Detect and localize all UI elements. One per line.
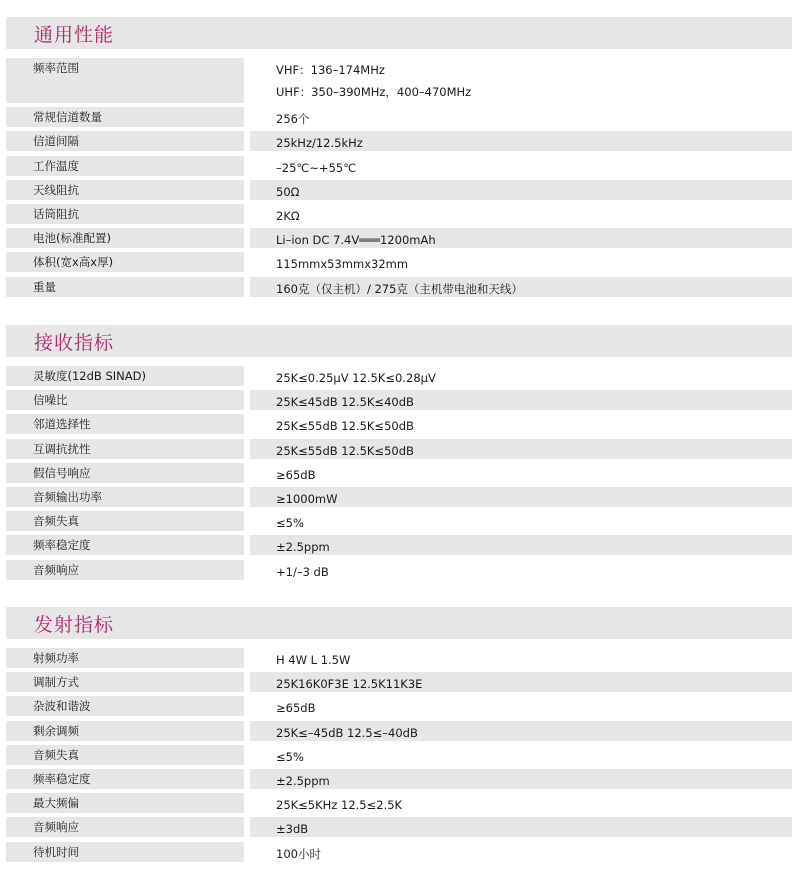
spec-row — [6, 204, 792, 224]
spec-value: 25K≤55dB 12.5K≤50dB — [250, 414, 792, 434]
spec-row — [6, 672, 792, 692]
spec-row — [6, 131, 792, 151]
spec-label: 杂波和谐波 — [6, 696, 244, 716]
spec-label: 音频失真 — [6, 745, 244, 765]
spec-row — [6, 511, 792, 531]
spec-value-line: VHF：136–174MHz — [276, 63, 385, 77]
spec-label: 音频输出功率 — [6, 487, 244, 507]
spec-row — [6, 439, 792, 459]
spec-value: 50Ω — [250, 180, 792, 200]
spec-value — [250, 58, 792, 103]
spec-value: +1/–3 dB — [250, 560, 792, 580]
spec-value: ≥65dB — [250, 463, 792, 483]
spec-row — [6, 648, 792, 668]
spec-value: 25K≤45dB 12.5K≤40dB — [250, 390, 792, 410]
spec-label: 信噪比 — [6, 390, 244, 410]
spec-label: 邻道选择性 — [6, 414, 244, 434]
spec-row — [6, 560, 792, 580]
section-title: 发射指标 — [34, 613, 115, 636]
spec-value: 25kHz/12.5kHz — [250, 131, 792, 151]
spec-label: 话筒阻抗 — [6, 204, 244, 224]
spec-label: 待机时间 — [6, 842, 244, 862]
spec-label: 灵敏度(12dB SINAD) — [6, 366, 244, 386]
spec-row — [6, 745, 792, 765]
spec-label: 调制方式 — [6, 672, 244, 692]
spec-row — [6, 487, 792, 507]
spec-value: 25K≤55dB 12.5K≤50dB — [250, 439, 792, 459]
spec-value: 25K≤5KHz 12.5≤2.5K — [250, 793, 792, 813]
spec-row — [6, 535, 792, 555]
spec-value: 25K≤–45dB 12.5≤–40dB — [250, 721, 792, 741]
section-title: 接收指标 — [34, 331, 115, 354]
section-header — [6, 325, 792, 357]
spec-value: ≤5% — [250, 511, 792, 531]
spec-value: Li–ion DC 7.4V═══1200mAh — [250, 228, 792, 248]
spec-label: 重量 — [6, 277, 244, 297]
spec-row — [6, 696, 792, 716]
spec-label: 信道间隔 — [6, 131, 244, 151]
spec-value: 115mmx53mmx32mm — [250, 252, 792, 272]
spec-row — [6, 463, 792, 483]
spec-label: 工作温度 — [6, 156, 244, 176]
spec-row — [6, 107, 792, 127]
spec-label: 射频功率 — [6, 648, 244, 668]
spec-row — [6, 842, 792, 862]
spec-value: ≤5% — [250, 745, 792, 765]
spec-value: ±2.5ppm — [250, 769, 792, 789]
spec-label: 音频响应 — [6, 817, 244, 837]
spec-value: 2KΩ — [250, 204, 792, 224]
spec-label: 体积(宽x高x厚) — [6, 252, 244, 272]
section-header — [6, 607, 792, 639]
spec-value: ±2.5ppm — [250, 535, 792, 555]
spec-value: –25℃~+55℃ — [250, 156, 792, 176]
spec-row — [6, 366, 792, 386]
spec-label: 频率范围 — [6, 58, 244, 103]
spec-row — [6, 817, 792, 837]
spec-row — [6, 793, 792, 813]
spec-value: 256个 — [250, 107, 792, 127]
spec-label: 互调抗扰性 — [6, 439, 244, 459]
spec-value: 25K≤0.25μV 12.5K≤0.28μV — [250, 366, 792, 386]
spec-row — [6, 156, 792, 176]
spec-row-frequency-range — [6, 58, 792, 103]
spec-row — [6, 252, 792, 272]
spec-row — [6, 390, 792, 410]
spec-label: 假信号响应 — [6, 463, 244, 483]
spec-row — [6, 721, 792, 741]
spec-value: ≥65dB — [250, 696, 792, 716]
section-header — [6, 17, 792, 49]
spec-label: 常规信道数量 — [6, 107, 244, 127]
spec-label: 最大频偏 — [6, 793, 244, 813]
spec-value: ±3dB — [250, 817, 792, 837]
spec-label: 频率稳定度 — [6, 769, 244, 789]
spec-value: 25K16K0F3E 12.5K11K3E — [250, 672, 792, 692]
section-transmit — [6, 607, 792, 866]
spec-value: 100小时 — [250, 842, 792, 862]
spec-value: 160克（仅主机）/ 275克（主机带电池和天线） — [250, 277, 792, 297]
spec-label: 频率稳定度 — [6, 535, 244, 555]
section-receive — [6, 325, 792, 584]
spec-value: H 4W L 1.5W — [250, 648, 792, 668]
spec-row — [6, 277, 792, 297]
spec-label: 剩余调频 — [6, 721, 244, 741]
spec-label: 天线阻抗 — [6, 180, 244, 200]
spec-row — [6, 769, 792, 789]
spec-label: 音频失真 — [6, 511, 244, 531]
spec-label: 电池(标准配置) — [6, 228, 244, 248]
section-title: 通用性能 — [34, 23, 115, 46]
spec-value-line: UHF：350–390MHz，400–470MHz — [276, 85, 472, 99]
spec-row — [6, 414, 792, 434]
spec-row — [6, 180, 792, 200]
spec-label: 音频响应 — [6, 560, 244, 580]
spec-row — [6, 228, 792, 248]
spec-value: ≥1000mW — [250, 487, 792, 507]
section-general — [6, 17, 792, 301]
